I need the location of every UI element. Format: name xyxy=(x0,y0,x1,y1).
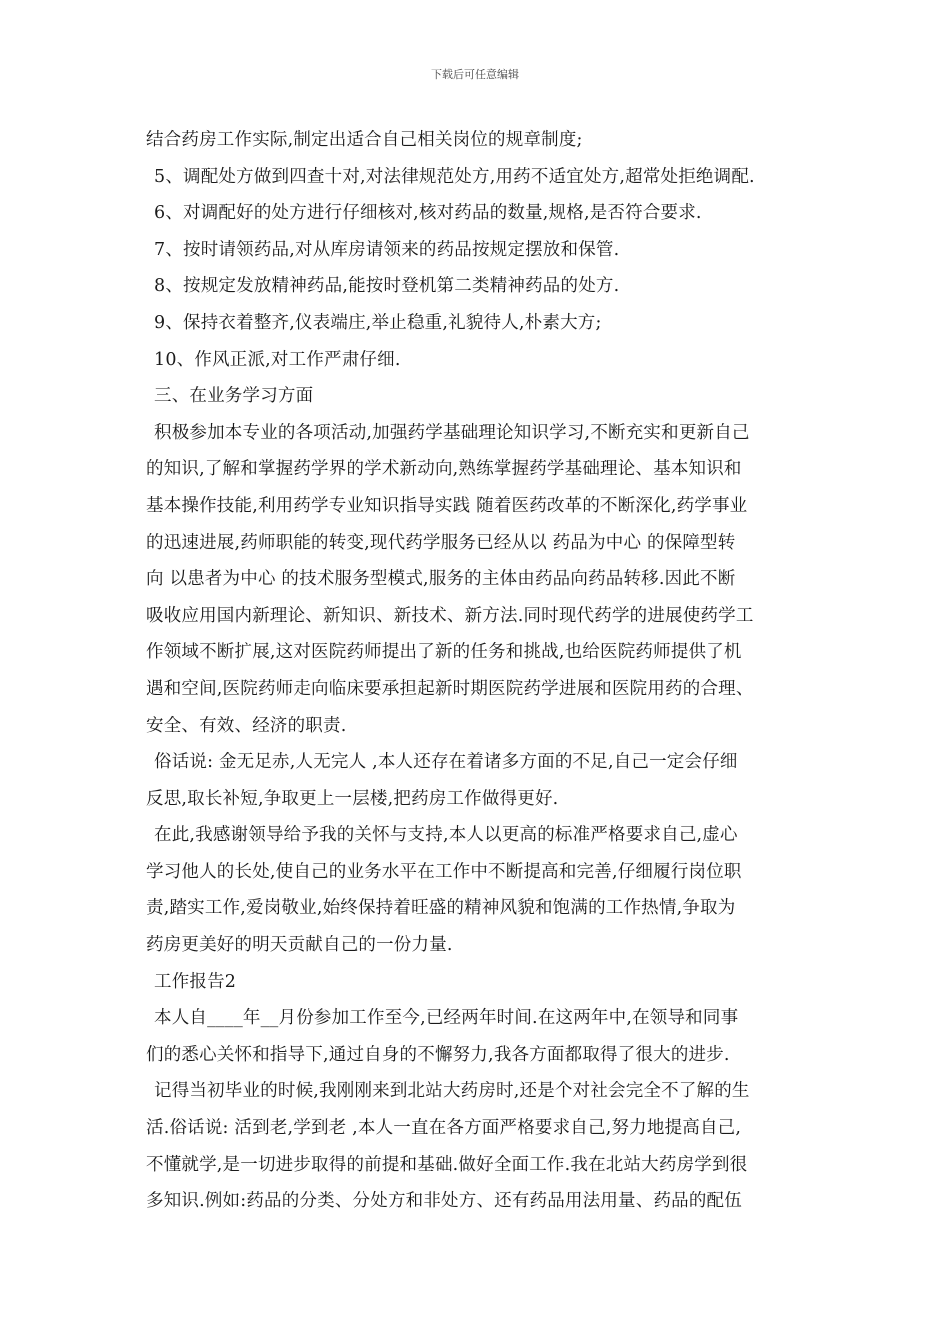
text-line: 们的悉心关怀和指导下,通过自身的不懈努力,我各方面都取得了很大的进步. xyxy=(146,1044,730,1065)
text-line: 反思,取长补短,争取更上一层楼,把药房工作做得更好. xyxy=(146,788,559,809)
text-line: 安全、有效、经济的职责. xyxy=(146,715,347,736)
text-line: 三、在业务学习方面 xyxy=(154,386,314,407)
text-line: 学习他人的长处,使自己的业务水平在工作中不断提高和完善,仔细履行岗位职 xyxy=(146,861,742,882)
text-line: 记得当初毕业的时候,我刚刚来到北站大药房时,还是个对社会完全不了解的生 xyxy=(154,1081,750,1102)
text-line: 5、调配处方做到四查十对,对法律规范处方,用药不适宜处方,超常处拒绝调配. xyxy=(154,166,755,187)
text-line: 吸收应用国内新理论、新知识、新技术、新方法.同时现代药学的进展使药学工 xyxy=(146,605,754,626)
document-body xyxy=(146,122,816,1220)
page-header: 下载后可任意编辑 xyxy=(431,68,519,81)
text-line: 责,踏实工作,爱岗敬业,始终保持着旺盛的精神风貌和饱满的工作热情,争取为 xyxy=(146,898,736,919)
text-line: 8、按规定发放精神药品,能按时登机第二类精神药品的处方. xyxy=(154,276,620,297)
text-line: 向 以患者为中心 的技术服务型模式,服务的主体由药品向药品转移.因此不断 xyxy=(146,569,736,590)
text-line: 不懂就学,是一切进步取得的前提和基础.做好全面工作.我在北站大药房学到很 xyxy=(146,1154,748,1175)
text-line: 工作报告2 xyxy=(154,971,237,992)
text-line: 7、按时请领药品,对从库房请领来的药品按规定摆放和保管. xyxy=(154,239,620,260)
text-line: 的迅速进展,药师职能的转变,现代药学服务已经从以 药品为中心 的保障型转 xyxy=(146,532,736,553)
text-line: 活.俗话说: 活到老,学到老 ,本人一直在各方面严格要求自己,努力地提高自己, xyxy=(146,1118,742,1139)
text-line: 作领域不断扩展,这对医院药师提出了新的任务和挑战,也给医院药师提供了机 xyxy=(146,642,742,663)
text-line: 6、对调配好的处方进行仔细核对,核对药品的数量,规格,是否符合要求. xyxy=(154,203,702,224)
text-line: 结合药房工作实际,制定出适合自己相关岗位的规章制度; xyxy=(146,130,583,150)
text-line: 多知识.例如:药品的分类、分处方和非处方、还有药品用法用量、药品的配伍 xyxy=(146,1191,742,1212)
text-line: 9、保持衣着整齐,仪表端庄,举止稳重,礼貌待人,朴素大方; xyxy=(154,312,602,333)
text-line: 俗话说: 金无足赤,人无完人 ,本人还存在着诸多方面的不足,自己一定会仔细 xyxy=(154,752,738,773)
text-line: 在此,我感谢领导给予我的关怀与支持,本人以更高的标准严格要求自己,虚心 xyxy=(154,825,738,846)
text-line: 10、作风正派,对工作严肃仔细. xyxy=(154,349,401,370)
text-line: 遇和空间,医院药师走向临床要承担起新时期医院药学进展和医院用药的合理、 xyxy=(146,678,754,699)
text-line: 的知识,了解和掌握药学界的学术新动向,熟练掌握药学基础理论、基本知识和 xyxy=(146,459,742,480)
text-line: 本人自____年__月份参加工作至今,已经两年时间.在这两年中,在领导和同事 xyxy=(154,1008,739,1029)
text-line: 药房更美好的明天贡献自己的一份力量. xyxy=(146,935,453,956)
text-line: 基本操作技能,利用药学专业知识指导实践 随着医药改革的不断深化,药学事业 xyxy=(146,495,748,516)
text-line: 积极参加本专业的各项活动,加强药学基础理论知识学习,不断充实和更新自己 xyxy=(154,422,750,443)
